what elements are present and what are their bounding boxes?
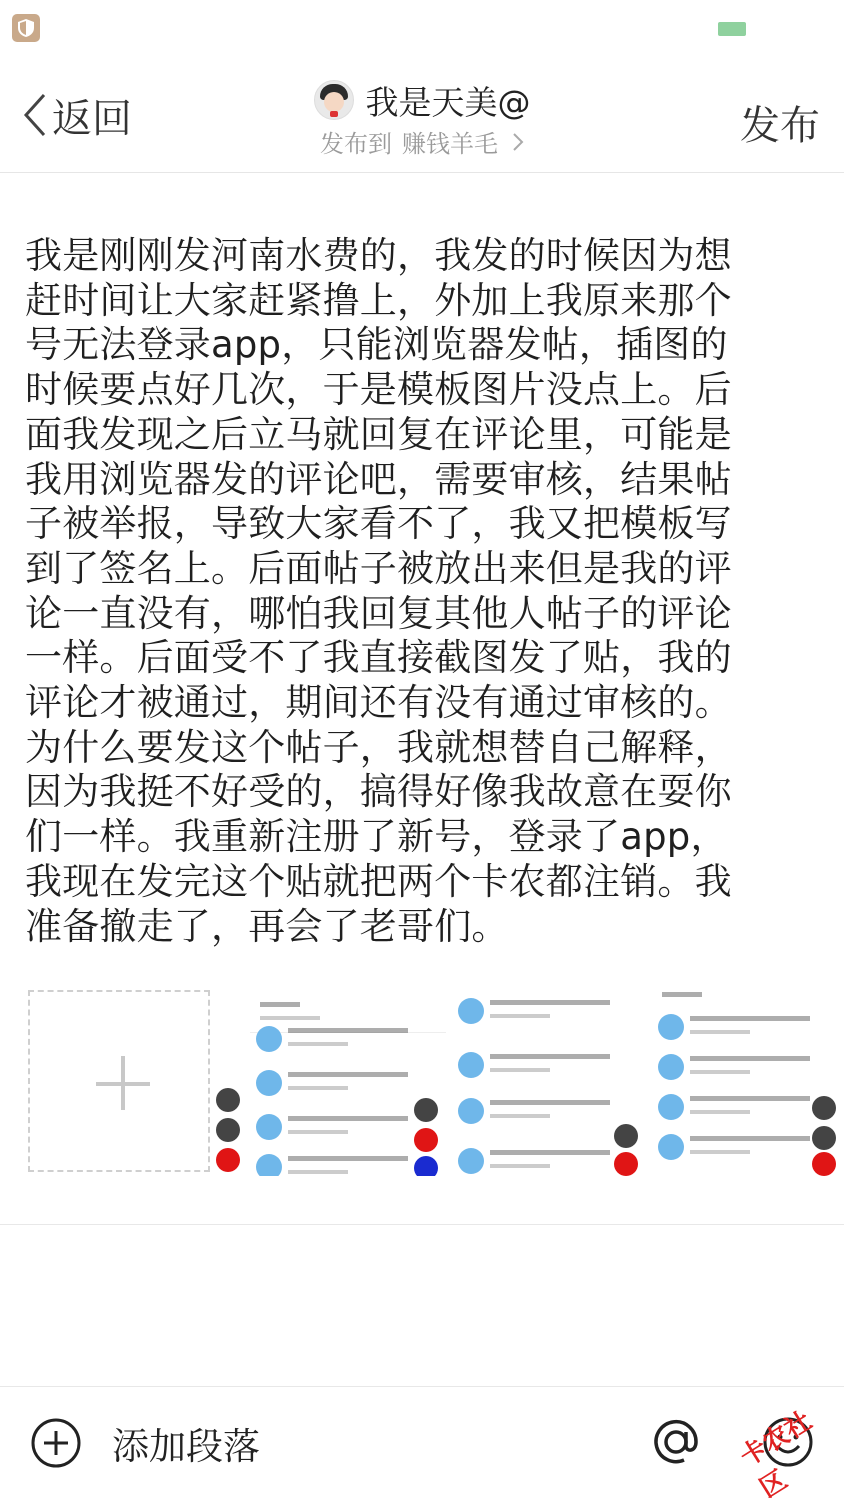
publish-target-selector[interactable] [0,124,844,159]
battery-icon [718,22,746,36]
back-label: 返回 [52,95,132,142]
shield-icon [12,14,40,42]
publish-to-section: 赚钱羊毛 [402,130,498,158]
publish-button[interactable]: 发布 [740,103,820,149]
author-row [0,78,844,122]
add-paragraph-button[interactable] [30,1416,260,1470]
top-nav-bar [0,60,844,173]
divider [0,1386,844,1387]
at-icon [650,1416,702,1468]
image-strip [28,988,844,1176]
author-name: 我是天美@ [365,82,531,122]
add-paragraph-label: 添加段落 [112,1425,260,1468]
post-body-text[interactable]: 我是刚刚发河南水费的，我发的时候因为想赶时间让大家赶紧撸上，外加上我原来那个号无法登录app，只能浏览器发帖，插图的时候要点好几次，于是模板图片没点上。后面我发现之后立马就回复在评论里，可能是我用浏览器发的评论吧，需要审核，结果帖子被举报，导致大家看不了，我又把模板写到了签名上。后面帖子被放出来但是我的评论一直没有，哪怕我回复其他人帖子的评论一样。后面受不了我直接截图发了贴，我的评论才被通过，期间还有没有通过审核的。为什么要发这个帖子，我就想替自己解释，因为我挺不好受的，搞得好像我故意在耍你们一样。我重新注册了新号，登录了app，我现在发完这个贴就把两个卡农都注销。我准备撤走了，再会了老哥们。 [25,234,732,948]
chevron-right-icon [512,132,524,152]
bottom-toolbar [0,1388,844,1500]
add-image-button[interactable] [28,990,210,1172]
watermark-logo: 卡农社区 [735,1405,818,1505]
plus-circle-icon [30,1417,82,1469]
post-target-header [0,78,844,159]
mention-button[interactable] [650,1416,702,1472]
publish-to-prefix: 发布到 [320,130,392,158]
avatar [314,80,354,120]
image-thumbnail[interactable] [250,988,446,1176]
image-thumbnail[interactable] [214,988,244,1176]
status-bar [0,0,844,60]
divider [0,1224,844,1225]
image-thumbnail[interactable] [452,988,648,1176]
image-thumbnail[interactable] [652,988,844,1176]
